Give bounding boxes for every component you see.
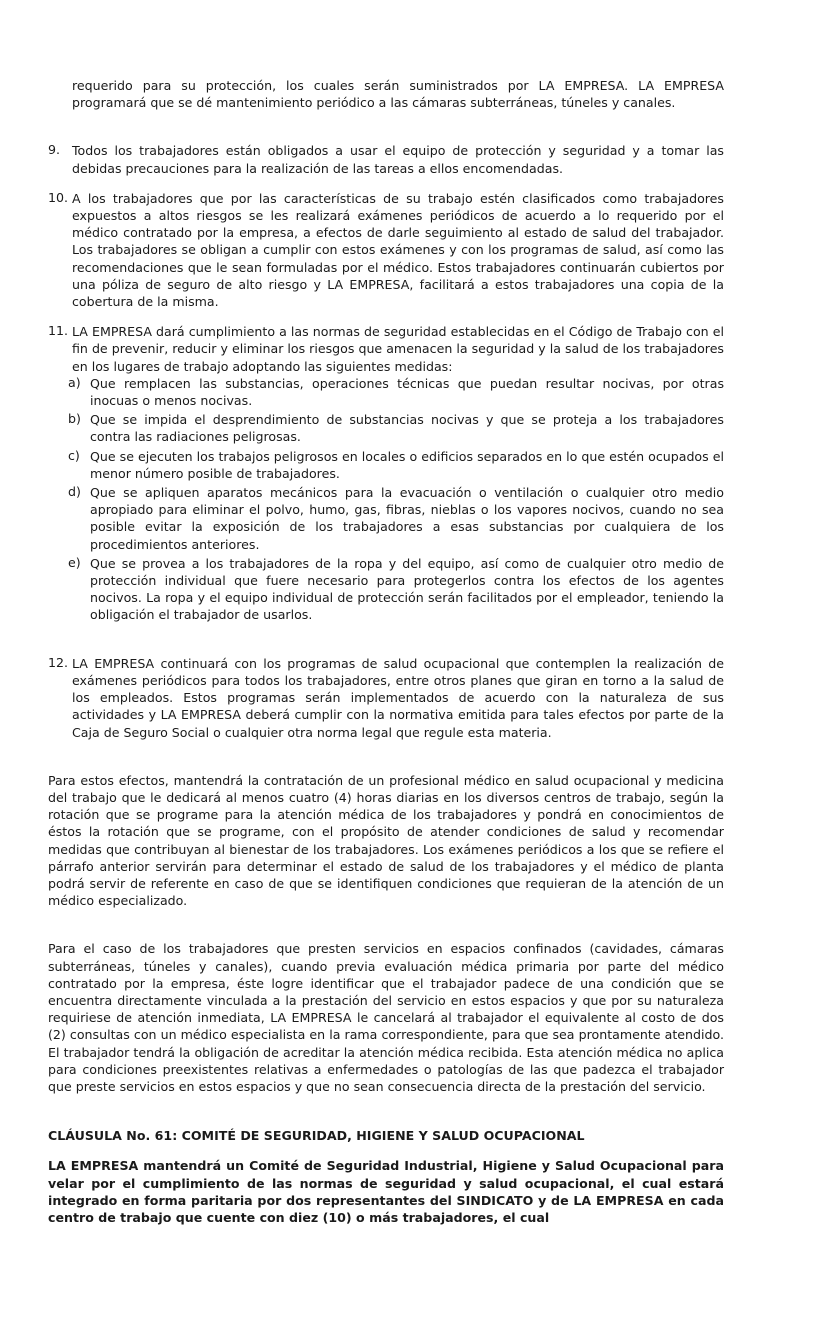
sub-item-letter: b) [68, 411, 81, 427]
list-item-9 [48, 142, 724, 176]
sub-item-b [48, 411, 724, 445]
item-number: 10. [48, 189, 69, 205]
sub-item-text: Que se provea a los trabajadores de la ropa y del equipo, así como de cualquier otro medio de protección individual que fuere necesario para protegerlos contra los efectos de los agentes nocivos. La ropa y el equipo individual de protección serán facilitados por el empleador, teniendo la obligación el trabajador de usarlos. [90, 555, 724, 623]
item-text: Todos los trabajadores están obligados a usar el equipo de protección y seguridad y a tomar las debidas precauciones para la realización de las tareas a ellos encomendadas. [72, 143, 724, 176]
sub-item-text: Que remplacen las substancias, operaciones técnicas que puedan resultar nocivas, por otras inocuas o menos nocivas. [90, 375, 724, 409]
sub-item-d [48, 484, 724, 553]
list-item-10 [48, 190, 724, 310]
body-paragraph: Para el caso de los trabajadores que presten servicios en espacios confinados (cavidades, cámaras subterráneas, túneles y canales), cuando previa evaluación médica primaria por parte del médico contratado por la empresa, éste logre identificar que el trabajador padece de una condición que se encuentra directamente vinculada a la prestación del servicio en estos espacios y que por su naturaleza requiriese de atención inmediata, LA EMPRESA le cancelará al trabajador el equivalente al costo de dos (2) consultas con un médico especialista en la rama correspondiente, para que sea prontamente atendido. El trabajador tendrá la obligación de acreditar la atención médica recibida. Esta atención médica no aplica para condiciones preexistentes relativas a enfermedades o patologías de las que padezca el trabajador que preste servicios en estos espacios y que no sean consecuencia directa de la prestación del servicio. [48, 941, 724, 1094]
item-text: A los trabajadores que por las características de su trabajo estén clasificados como trabajadores expuestos a altos riesgos se les realizará exámenes periódicos de acuerdo a lo requerido por el médico contratado por la empresa, a efectos de darle seguimiento al estado de salud del trabajador. Los trabajadores se obligan a cumplir con estos exámenes y con los programas de salud, así como las recomendaciones que le sean formuladas por el médico. Estos trabajadores continuarán cubiertos por una póliza de seguro de alto riesgo y LA EMPRESA, facilitará a estos trabajadores una copia de la cobertura de la misma. [72, 190, 724, 310]
sub-item-letter: a) [68, 374, 81, 390]
body-paragraph: Para estos efectos, mantendrá la contratación de un profesional médico en salud ocupacional y medicina del trabajo que le dedicará al menos cuatro (4) horas diarias en los diversos centros de trabajo, según la rotación que se programe para la atención médica de los trabajadores y pondrá en conocimientos de éstos la rotación que se programe, con el propósito de atender condiciones de salud y recomendar medidas que contribuyan al bienestar de los trabajadores. Los exámenes periódicos a los que se refiere el párrafo anterior servirán para determinar el estado de salud de los trabajadores y el médico de planta podrá servir de referente en caso de que se identifiquen condiciones que requieran de la atención de un médico especializado. [48, 772, 724, 909]
sub-item-letter: c) [68, 447, 80, 463]
sub-item-e [48, 555, 724, 624]
sub-item-letter: e) [68, 554, 81, 570]
item-number: 9. [48, 142, 61, 158]
clause-heading: CLÁUSULA No. 61: COMITÉ DE SEGURIDAD, HIGIENE Y SALUD OCUPACIONAL [48, 1128, 585, 1144]
sub-item-c [48, 448, 724, 482]
sub-item-text: Que se ejecuten los trabajos peligrosos en locales o edificios separados en lo que estén ocupados el menor número posible de trabajadores. [90, 448, 724, 481]
item-text: LA EMPRESA dará cumplimiento a las normas de seguridad establecidas en el Código de Trabajo con el fin de prevenir, reducir y eliminar los riesgos que amenacen la seguridad y la salud de los trabajadores en los lugares de trabajo adoptando las siguientes medidas: [72, 324, 724, 374]
list-item-11 [48, 323, 724, 375]
sub-item-text: Que se apliquen aparatos mecánicos para la evacuación o ventilación o cualquier otro medio apropiado para eliminar el polvo, humo, gas, fibras, nieblas o los vapores nocivos, cuando no sea posible evitar la exposición de los trabajadores a esas substancias por cualquiera de los procedimientos anteriores. [90, 485, 724, 552]
clause-text: LA EMPRESA mantendrá un Comité de Seguridad Industrial, Higiene y Salud Ocupacional para velar por el cumplimiento de las normas de seguridad y salud ocupacional, el cual estará integrado en forma paritaria por dos representantes del SINDICATO y de LA EMPRESA en cada centro de trabajo que cuente con diez (10) o más trabajadores, el cual [48, 1158, 724, 1225]
sub-item-letter: d) [68, 484, 81, 500]
item-number: 11. [48, 323, 69, 339]
sub-item-text: Que se impida el desprendimiento de substancias nocivas y que se proteja a los trabajadores contra las radiaciones peligrosas. [90, 412, 724, 445]
item-text: LA EMPRESA continuará con los programas de salud ocupacional que contemplen la realización de exámenes periódicos para todos los trabajadores, entre otros planes que giran en torno a la salud de los empleados. Estos programas serán implementados de acuerdo con la naturaleza de sus actividades y LA EMPRESA deberá cumplir con la normativa emitida para tales efectos por parte de la Caja de Seguro Social o cualquier otra norma legal que regule esta materia. [72, 655, 724, 740]
document-page [48, 77, 724, 1226]
continuation-paragraph: requerido para su protección, los cuales serán suministrados por LA EMPRESA. LA EMPRESA programará que se dé mantenimiento periódico a las cámaras subterráneas, túneles y canales. [72, 78, 724, 111]
sub-item-a [48, 375, 724, 409]
list-item-12 [48, 655, 724, 741]
item-number: 12. [48, 654, 69, 670]
